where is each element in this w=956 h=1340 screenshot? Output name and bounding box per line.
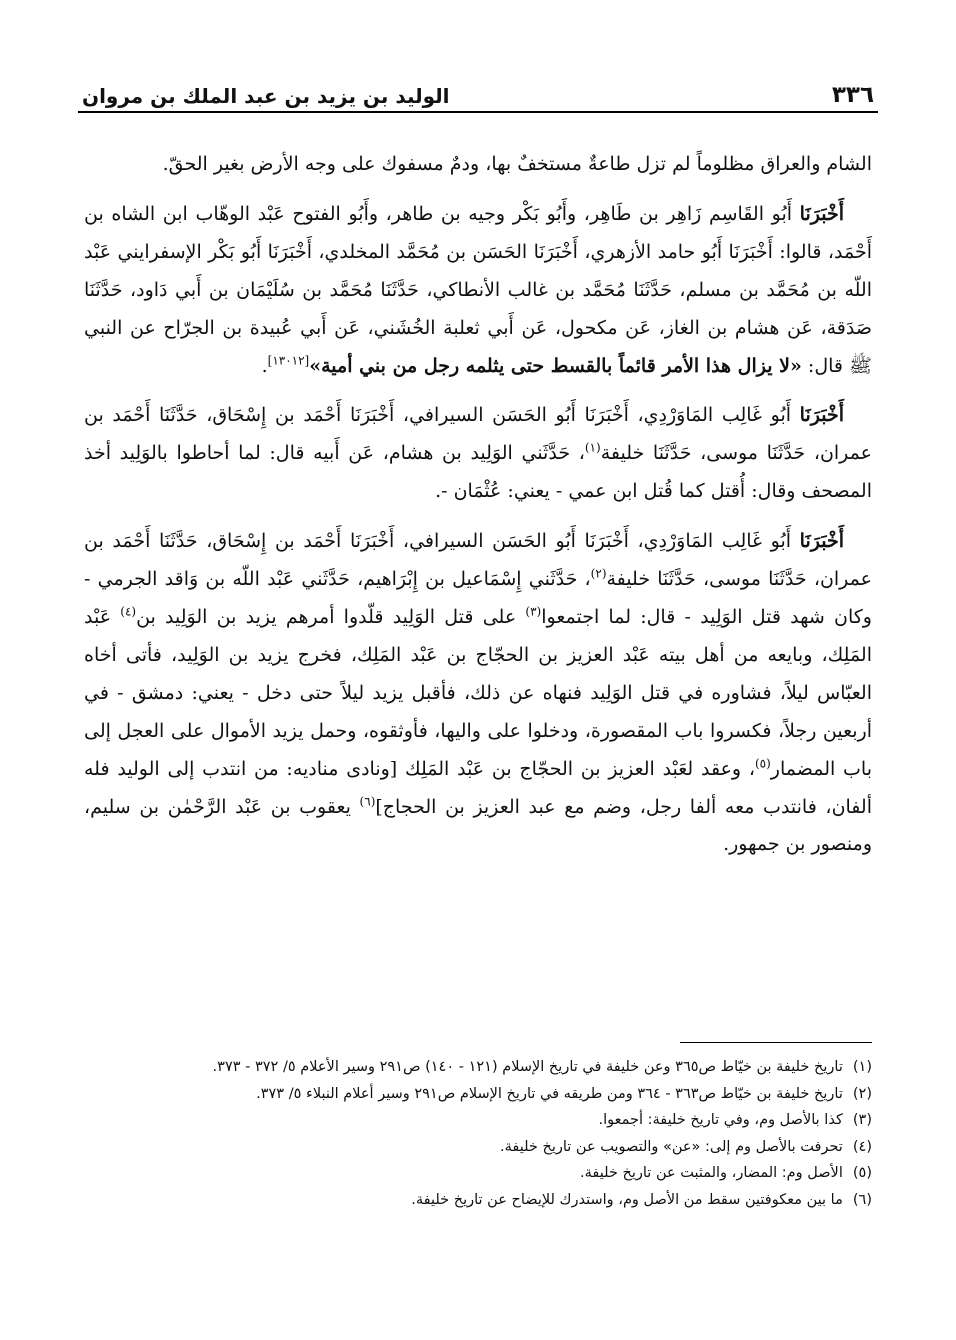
isnad-keyword: أَخْبَرَنَا [799, 530, 844, 553]
footnote [84, 1054, 872, 1081]
running-title: الوليد بن يزيد بن عبد الملك بن مروان [82, 84, 450, 108]
page-header [82, 74, 874, 108]
paragraph-text: أَبُو غَالِب المَاوَرْدِي، أَخْبَرَنَا أَبُو الحَسَن السيرافي، أَخْبَرَنَا أَحْمَد بن إِسْحَاق، حَدَّثَنَا أَحْمَد بن عمران، حَدَّثَنَا موسى، حَدَّثَنَا خليفة [84, 530, 872, 591]
paragraph-text: ، وعقد لعَبْد العزيز بن الحجّاج بن عَبْد المَلِك [ونادى مناديه: من انتدب إلى الوليد فله ألفان، فانتدب معه ألفا رجل، وضم مع عبد العزيز بن الحجاج] [84, 757, 872, 818]
paragraph-text: ، حَدَّثَني الوَلِيد بن هشام، عَن أَبيه قال: لما أحاطوا بالوَلِيد أخذ المصحف وقال: أُقتل كما قُتل ابن عمي - يعني: عُثْمَان -. [84, 442, 872, 503]
paragraph-text: على قتل الوَلِيد قلّدوا أمرهم يزيد بن الوَلِيد بن [136, 605, 526, 628]
footnote-text: تاريخ خليفة بن خيّاط ص٣٦٥ وعن خليفة في تاريخ الإسلام (١٢١ - ١٤٠) ص٢٩١ وسير الأعلام ٥/ ٣٧٢ - ٣٧٣. [212, 1059, 843, 1075]
footnote-text: الأصل وم: المضار، والمثبت عن تاريخ خليفة. [580, 1165, 843, 1181]
footnote-ref[interactable]: (٦) [359, 794, 376, 809]
footnote-ref[interactable]: (٥) [754, 756, 771, 771]
footnote-number: (٢) [852, 1085, 872, 1102]
paragraph-text: ، حَدَّثَني إِسْمَاعيل بن إِبْرَاهيم، حَدَّثَني عَبْد اللّه بن وَاقد الجرمي - وكان شهد قتل الوَلِيد - قال: لما اجتمعوا [84, 568, 872, 628]
paragraph-text: الشام والعراق مظلوماً لم تزل طاعةٌ مستخفٌ بها، ودمٌ مسفوك على وجه الأرض بغير الحقّ. [162, 153, 872, 175]
footnote-number: (٤) [852, 1138, 872, 1155]
paragraph-1 [84, 146, 872, 184]
isnad-keyword: أَخْبَرَنَا [799, 202, 844, 225]
footnote [84, 1081, 872, 1108]
paragraph-text: عَبْد المَلِك، وبايعه من أهل بيته عَبْد العزيز بن الحجّاج بن عَبْد المَلِك، فخرج يزيد بن الوَلِيد، فأتى أخاه العبّاس ليلاً، فشاوره في قتل الوَلِيد فنهاه عن ذلك، فأقبل يزيد ليلاً حتى دخل - يعني: دمشق - في أربعين رجلاً، فكسروا باب المقصورة، ودخلوا على واليها، فأوثقوه، وحمل يزيد الأموال على العجل إلى باب المضمار [84, 605, 872, 780]
paragraph-text: أَبُو القَاسِم زَاهِر بن طَاهِر، وأَبُو بَكْر وجيه بن طاهر، وأَبُو الفتوح عَبْد الوهّاب ابن الشاه بن أَحْمَد، قالوا: أَخْبَرَنَا أَبُو حامد الأزهري، أَخْبَرَنَا الحَسَن بن مُحَمَّد المخلدي، أَخْبَرَنَا أَبُو بَكْر الإسفرايني عَبْد اللّه بن مُحَمَّد بن مسلم، حَدَّثَنَا مُحَمَّد بن غالب الأنطاكي، حَدَّثَنَا مُحَمَّد بن سُلَيْمَان بن أَبي دَاود، حَدَّثَنَا صَدَقة، عَن هشام بن الغاز، عَن مكحول، عَن أَبي ثعلبة الخُشَني، عَن أَبي عُبيدة بن الجرّاح عن النبي ﷺ قال: [84, 202, 872, 377]
footnote-ref[interactable]: (١) [584, 441, 601, 456]
footnote [84, 1107, 872, 1134]
footnote-ref[interactable]: (٤) [120, 604, 137, 619]
footnotes [84, 1054, 872, 1213]
footnote [84, 1187, 872, 1214]
footnote-text: تحرفت بالأصل وم إلى: «عن» والتصويب عن تاريخ خليفة. [500, 1138, 843, 1155]
footnote [84, 1160, 872, 1187]
footnote-separator [680, 1042, 872, 1043]
footnote [84, 1134, 872, 1161]
paragraph-4 [84, 523, 872, 864]
hadith-reference: [١٣٠١٢] [267, 353, 310, 368]
main-text [84, 146, 872, 876]
footnote-number: (٦) [852, 1191, 872, 1208]
header-rule [78, 111, 878, 113]
page-number: ٣٣٦ [831, 82, 874, 108]
footnote-text: كذا بالأصل وم، وفي تاريخ خليفة: أجمعوا. [598, 1112, 843, 1128]
paragraph-3 [84, 397, 872, 511]
hadith-text: «لا يزال هذا الأمر قائماً بالقسط حتى يثلمه رجل من بني أمية» [309, 354, 802, 377]
paragraph-2: أَخْبَرَنَا أَبُو القَاسِم زَاهِر بن طَاهِر، وأَبُو بَكْر وجيه بن طاهر، وأَبُو الفتوح عَبْد الوهّاب ابن الشاه بن أَحْمَد، قالوا: أَخْبَرَنَا أَبُو حامد الأزهري، أَخْبَرَنَا الحَسَن بن مُحَمَّد المخلدي، أَخْبَرَنَا أَبُو بَكْر الإسفرايني عَبْد اللّه بن مُحَمَّد بن مسلم، حَدَّثَنَا مُحَمَّد بن غالب الأنطاكي، حَدَّثَنَا مُحَمَّد بن سُلَيْمَان بن أَبي دَاود، حَدَّثَنَا صَدَقة، عَن هشام بن الغاز، عَن مكحول، عَن أَبي ثعلبة الخُشَني، عَن أَبي عُبيدة بن الجرّاح عن النبي ﷺ قال: «لا يزال هذا الأمر قائماً بالقسط حتى يثلمه رجل من بني أمية»[١٣٠١٢]. [84, 202, 872, 377]
paragraph-text: يعقوب بن عَبْد الرَّحْمٰن بن سليم، ومنصور بن جمهور. [84, 795, 872, 856]
paragraph-text: أَبُو غَالِب المَاوَرْدِي، أَخْبَرَنَا أَبُو الحَسَن السيرافي، أَخْبَرَنَا أَحْمَد بن إِسْحَاق، حَدَّثَنَا أَحْمَد بن عمران، حَدَّثَنَا موسى، حَدَّثَنَا خليفة [84, 404, 872, 465]
footnote-ref[interactable]: (٣) [525, 604, 542, 619]
footnote-text: تاريخ خليفة بن خيّاط ص٣٦٣ - ٣٦٤ ومن طريقه في تاريخ الإسلام ص٢٩١ وسير أعلام النبلاء ٥/ ٣٧٣. [256, 1085, 843, 1102]
isnad-keyword: أَخْبَرَنَا [799, 404, 844, 427]
footnote-number: (١) [852, 1059, 872, 1075]
footnote-ref[interactable]: (٢) [590, 566, 607, 581]
footnote-text: ما بين معكوفتين سقط من الأصل وم، واستدرك للإيضاح عن تاريخ خليفة. [411, 1191, 843, 1208]
footnote-number: (٣) [852, 1112, 872, 1128]
footnote-number: (٥) [852, 1165, 872, 1181]
